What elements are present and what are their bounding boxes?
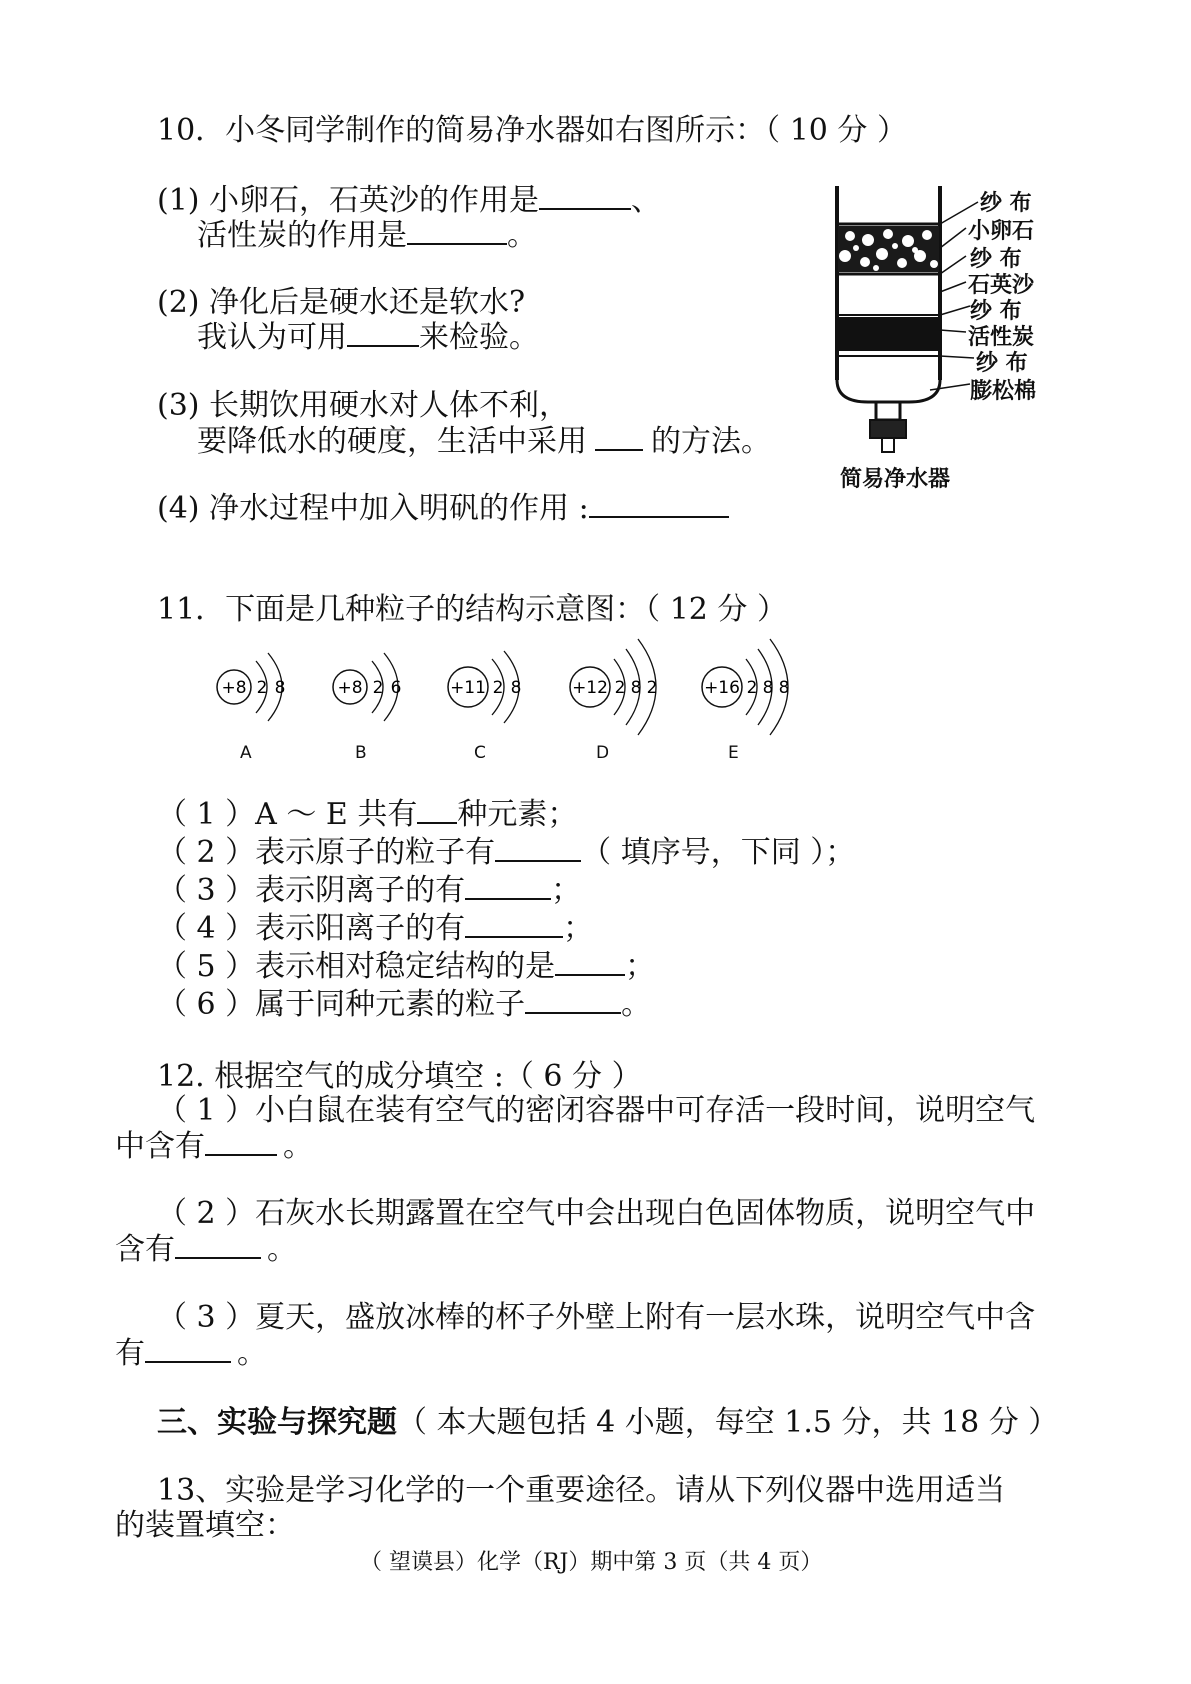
shell-electrons: 2	[372, 678, 384, 698]
q11-sub1-text: （ 1 ）A ～ E 共有	[157, 797, 418, 832]
q11-sub2	[157, 834, 855, 871]
q10-part3-line1: (3) 长期饮用硬水对人体不利，	[157, 388, 570, 423]
q10-part1b-end: 。	[507, 218, 537, 253]
q11-sub6-end: 。	[621, 987, 652, 1022]
q11-sub3	[157, 872, 581, 909]
particle-diagrams	[210, 635, 850, 765]
q10-part1-line2	[197, 217, 537, 254]
answer-blank[interactable]	[539, 182, 631, 210]
shell-electrons: 6	[390, 678, 402, 698]
shell-electrons: 8	[510, 678, 522, 698]
label-gauze-4: 纱 布	[976, 351, 1028, 376]
q10-part2b-end: 来检验。	[419, 320, 539, 355]
q11-sub3-end: ；	[551, 873, 582, 908]
q12-part1b-end: 。	[283, 1129, 313, 1164]
particle-a	[217, 653, 285, 721]
q10-part2-line2	[197, 319, 539, 356]
purifier-nozzle	[882, 438, 894, 452]
nucleus-charge-a: +8	[221, 678, 247, 698]
answer-blank[interactable]	[417, 796, 457, 824]
q11-title: 11．下面是几种粒子的结构示意图：（ 12 分 ）	[157, 592, 787, 627]
shell-electrons: 2	[614, 678, 626, 698]
q10-part1b-text: 活性炭的作用是	[197, 218, 407, 253]
q11-sub5-text: （ 5 ）表示相对稳定结构的是	[157, 949, 556, 984]
answer-blank[interactable]	[407, 217, 507, 245]
nucleus-charge-c: +11	[450, 678, 486, 698]
label-pebbles: 小卵石	[968, 219, 1035, 244]
q13-line1: 13、实验是学习化学的一个重要途径。请从下列仪器中选用适当	[157, 1473, 1006, 1508]
section3-note: （ 本大题包括 4 小题，每空 1.5 分，共 18 分 ）	[397, 1405, 1059, 1440]
q11-sub4-text: （ 4 ）表示阳离子的有	[157, 911, 466, 946]
q11-sub2-text: （ 2 ）表示原子的粒子有	[157, 835, 496, 870]
q11-sub6	[157, 986, 651, 1023]
purifier-bottom	[837, 380, 940, 402]
label-activated-carbon: 活性炭	[968, 325, 1035, 350]
nucleus-charge-d: +12	[572, 678, 608, 698]
particle-letter-e: E	[728, 743, 739, 763]
answer-blank[interactable]	[465, 872, 551, 900]
particle-letter-a: A	[240, 743, 252, 763]
q12-part2-line2	[115, 1231, 297, 1268]
q12-part3b-text: 有	[115, 1336, 145, 1371]
shell-electrons: 2	[256, 678, 268, 698]
shell-electrons: 8	[630, 678, 642, 698]
label-gauze-2: 纱 布	[970, 247, 1022, 272]
answer-blank[interactable]	[175, 1231, 261, 1259]
q10-part4	[157, 490, 729, 527]
nucleus-charge-e: +16	[704, 678, 740, 698]
q10-part2b-text: 我认为可用	[197, 320, 347, 355]
purifier-neck	[876, 402, 900, 420]
q12-title: 12. 根据空气的成分填空 :（ 6 分 ）	[157, 1059, 642, 1094]
shell-electrons: 8	[778, 678, 790, 698]
q10-part1-end: 、	[631, 183, 662, 218]
diagram-caption: 简易净水器	[840, 467, 951, 492]
q12-part3-line2	[115, 1335, 267, 1372]
q10-part1-text: (1) 小卵石，石英沙的作用是	[157, 183, 540, 218]
section3-title: 三、实验与探究题	[157, 1405, 397, 1440]
q12-part2b-text: 含有	[115, 1232, 175, 1267]
q11-sub1-end: 种元素；	[457, 797, 578, 832]
shell-electrons: 2	[646, 678, 658, 698]
answer-blank[interactable]	[525, 986, 621, 1014]
q10-part3b-text: 要降低水的硬度，生活中采用	[197, 424, 587, 459]
q10-part1-line1	[157, 182, 661, 219]
q11-sub5	[157, 948, 655, 985]
purifier-valve	[870, 420, 906, 438]
q10-part3b-end: 的方法。	[651, 424, 771, 459]
q12-part1-line1: （ 1 ）小白鼠在装有空气的密闭容器中可存活一段时间，说明空气	[157, 1093, 1036, 1128]
label-gauze-3: 纱 布	[970, 299, 1022, 324]
q11-sub6-text: （ 6 ）属于同种元素的粒子	[157, 987, 526, 1022]
q10-part4-text: (4) 净水过程中加入明矾的作用 :	[157, 491, 589, 526]
q10-part3-line2	[197, 423, 771, 460]
shell-electrons: 8	[762, 678, 774, 698]
q11-sub3-text: （ 3 ）表示阴离子的有	[157, 873, 466, 908]
q13-line2: 的装置填空：	[115, 1508, 295, 1543]
shell-electrons: 2	[492, 678, 504, 698]
q11-sub1	[157, 796, 577, 833]
answer-blank[interactable]	[589, 490, 729, 518]
q12-part1-line2	[115, 1128, 313, 1165]
answer-blank[interactable]	[465, 910, 563, 938]
q10-part2-line1: (2) 净化后是硬水还是软水?	[157, 285, 526, 320]
particle-e	[702, 639, 789, 735]
particle-b	[333, 653, 401, 721]
particle-letter-c: C	[474, 743, 486, 763]
shell-electrons: 8	[274, 678, 286, 698]
particle-letter-b: B	[355, 743, 367, 763]
particle-c	[448, 651, 521, 723]
q12-part3b-end: 。	[237, 1336, 267, 1371]
answer-blank[interactable]	[595, 423, 643, 451]
particle-letter-d: D	[596, 743, 610, 763]
answer-blank[interactable]	[495, 834, 581, 862]
q12-part3-line1: （ 3 ）夏天，盛放冰棒的杯子外壁上附有一层水珠，说明空气中含	[157, 1300, 1036, 1335]
nucleus-charge-b: +8	[337, 678, 363, 698]
particle-structure-drawing	[210, 635, 850, 745]
activated-carbon-layer	[838, 317, 939, 351]
label-fluffy-cotton: 膨松棉	[970, 379, 1037, 404]
label-gauze-1: 纱 布	[980, 191, 1032, 216]
answer-blank[interactable]	[205, 1128, 277, 1156]
water-purifier-diagram	[820, 180, 1060, 490]
q11-sub5-end: ；	[625, 949, 656, 984]
q12-part2-line1: （ 2 ）石灰水长期露置在空气中会出现白色固体物质，说明空气中	[157, 1196, 1036, 1231]
shell-electrons: 2	[746, 678, 758, 698]
particle-d	[570, 639, 657, 735]
answer-blank[interactable]	[347, 319, 419, 347]
answer-blank[interactable]	[145, 1335, 231, 1363]
q12-part1b-text: 中含有	[115, 1129, 205, 1164]
section3-heading	[157, 1405, 1058, 1441]
q11-sub4-end: ；	[563, 911, 594, 946]
q12-part2b-end: 。	[267, 1232, 297, 1267]
label-quartz-sand: 石英沙	[968, 273, 1035, 298]
q11-sub2-end: （ 填序号，下同 ）；	[581, 835, 856, 870]
q10-title: 10．小冬同学制作的简易净水器如右图所示：（ 10 分 ）	[157, 113, 907, 148]
q11-sub4	[157, 910, 593, 947]
answer-blank[interactable]	[555, 948, 625, 976]
page-footer: （ 望谟县）化学（RJ）期中第 3 页（共 4 页）	[360, 1550, 823, 1575]
